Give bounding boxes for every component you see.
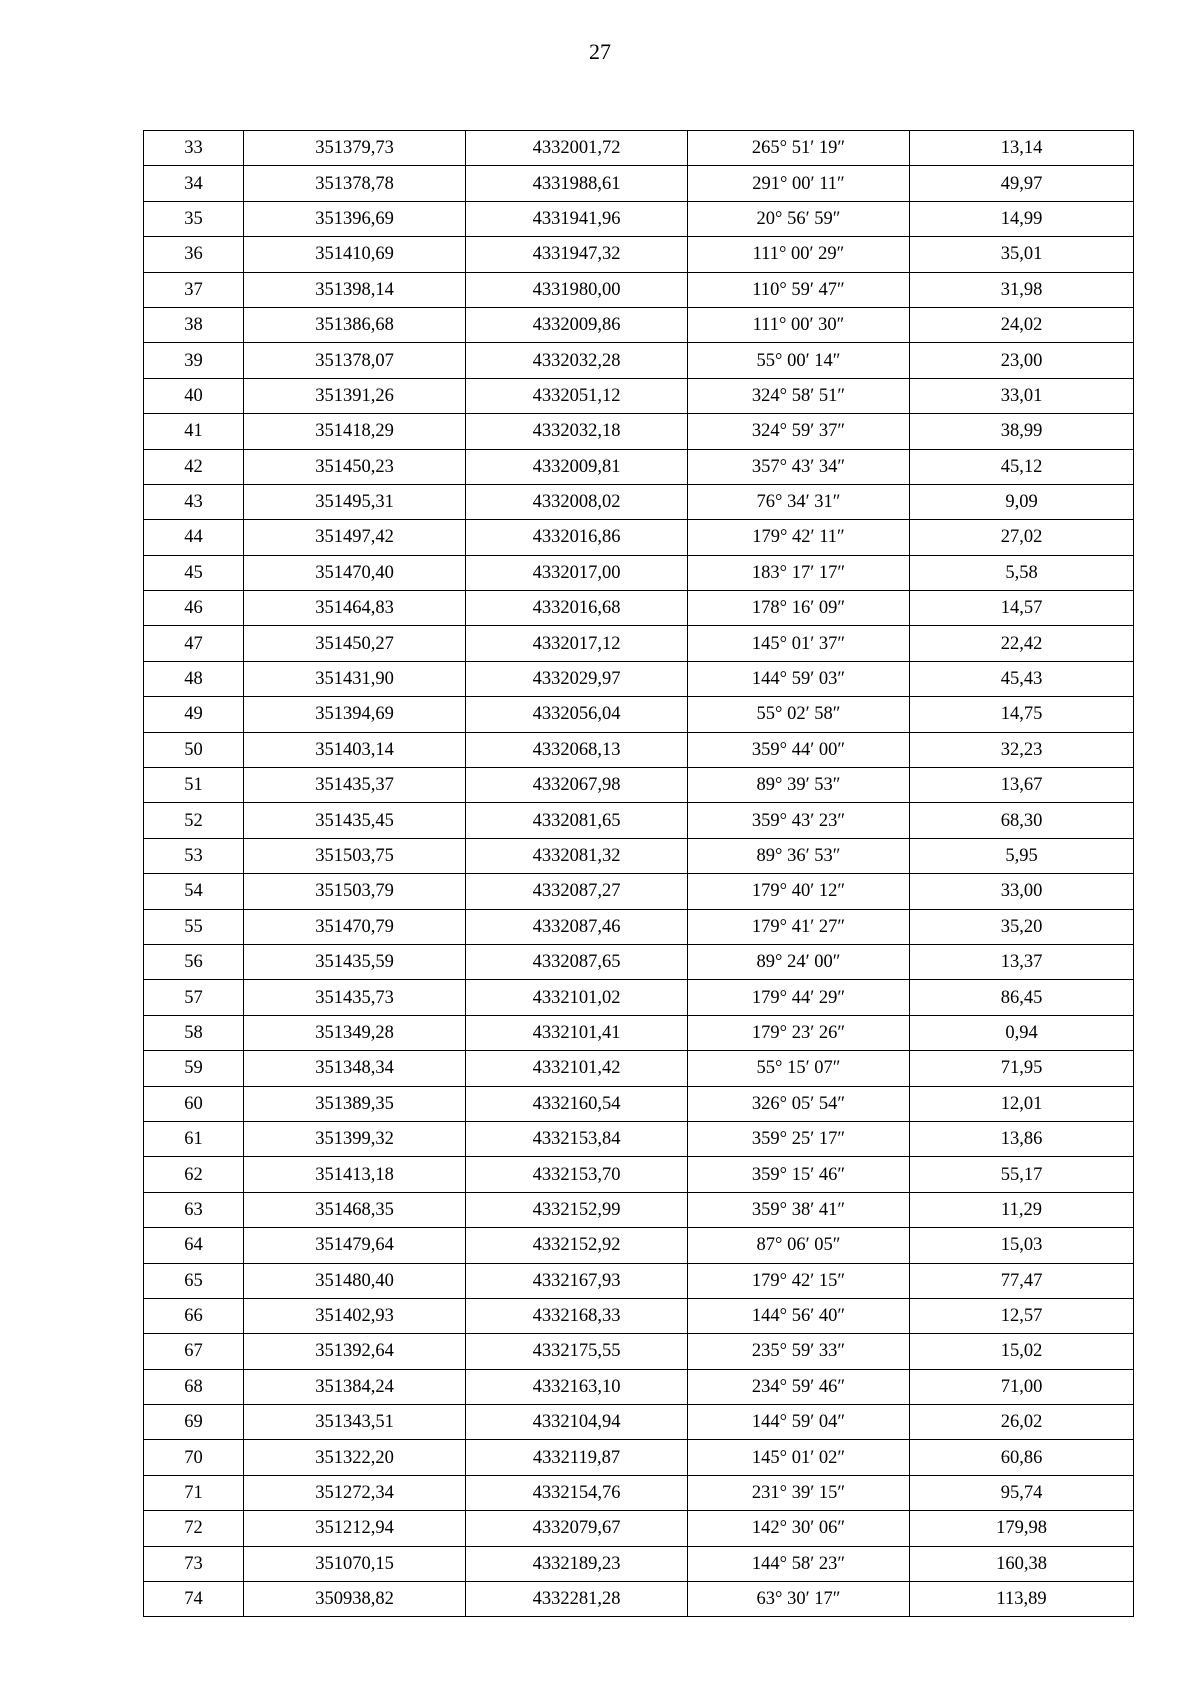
point-number-cell: 35	[144, 201, 244, 236]
direction-angle-cell: 178° 16′ 09″	[688, 591, 910, 626]
y-coordinate-cell: 4332008,02	[466, 484, 688, 519]
table-row	[144, 1263, 1134, 1298]
x-coordinate-cell: 351480,40	[244, 1263, 466, 1298]
point-number-cell: 57	[144, 980, 244, 1015]
point-number-cell: 40	[144, 378, 244, 413]
point-number-cell: 69	[144, 1405, 244, 1440]
x-coordinate-cell: 350938,82	[244, 1582, 466, 1617]
table-row	[144, 838, 1134, 873]
table-row	[144, 1475, 1134, 1510]
point-number-cell: 43	[144, 484, 244, 519]
length-cell: 13,14	[910, 131, 1134, 166]
table-row	[144, 484, 1134, 519]
x-coordinate-cell: 351212,94	[244, 1511, 466, 1546]
point-number-cell: 52	[144, 803, 244, 838]
x-coordinate-cell: 351503,75	[244, 838, 466, 873]
table-row	[144, 1192, 1134, 1227]
direction-angle-cell: 63° 30′ 17″	[688, 1582, 910, 1617]
length-cell: 23,00	[910, 343, 1134, 378]
y-coordinate-cell: 4332067,98	[466, 768, 688, 803]
direction-angle-cell: 357° 43′ 34″	[688, 449, 910, 484]
y-coordinate-cell: 4332081,65	[466, 803, 688, 838]
y-coordinate-cell: 4332051,12	[466, 378, 688, 413]
direction-angle-cell: 144° 58′ 23″	[688, 1546, 910, 1581]
point-number-cell: 49	[144, 697, 244, 732]
point-number-cell: 71	[144, 1475, 244, 1510]
x-coordinate-cell: 351394,69	[244, 697, 466, 732]
length-cell: 32,23	[910, 732, 1134, 767]
direction-angle-cell: 359° 15′ 46″	[688, 1157, 910, 1192]
direction-angle-cell: 234° 59′ 46″	[688, 1369, 910, 1404]
direction-angle-cell: 324° 59′ 37″	[688, 414, 910, 449]
length-cell: 14,57	[910, 591, 1134, 626]
x-coordinate-cell: 351503,79	[244, 874, 466, 909]
table-row	[144, 1051, 1134, 1086]
table-row	[144, 697, 1134, 732]
point-number-cell: 44	[144, 520, 244, 555]
table-row	[144, 980, 1134, 1015]
table-row	[144, 661, 1134, 696]
x-coordinate-cell: 351435,73	[244, 980, 466, 1015]
length-cell: 86,45	[910, 980, 1134, 1015]
x-coordinate-cell: 351413,18	[244, 1157, 466, 1192]
direction-angle-cell: 89° 24′ 00″	[688, 944, 910, 979]
y-coordinate-cell: 4332017,12	[466, 626, 688, 661]
length-cell: 11,29	[910, 1192, 1134, 1227]
direction-angle-cell: 144° 56′ 40″	[688, 1298, 910, 1333]
point-number-cell: 37	[144, 272, 244, 307]
point-number-cell: 68	[144, 1369, 244, 1404]
y-coordinate-cell: 4331980,00	[466, 272, 688, 307]
point-number-cell: 46	[144, 591, 244, 626]
y-coordinate-cell: 4332153,70	[466, 1157, 688, 1192]
direction-angle-cell: 144° 59′ 04″	[688, 1405, 910, 1440]
x-coordinate-cell: 351497,42	[244, 520, 466, 555]
point-number-cell: 42	[144, 449, 244, 484]
length-cell: 14,99	[910, 201, 1134, 236]
table-row	[144, 1546, 1134, 1581]
table-row	[144, 1298, 1134, 1333]
x-coordinate-cell: 351410,69	[244, 237, 466, 272]
x-coordinate-cell: 351399,32	[244, 1121, 466, 1156]
x-coordinate-cell: 351450,27	[244, 626, 466, 661]
table-row	[144, 378, 1134, 413]
direction-angle-cell: 145° 01′ 37″	[688, 626, 910, 661]
length-cell: 33,00	[910, 874, 1134, 909]
x-coordinate-cell: 351435,45	[244, 803, 466, 838]
table-row	[144, 166, 1134, 201]
direction-angle-cell: 55° 15′ 07″	[688, 1051, 910, 1086]
point-number-cell: 65	[144, 1263, 244, 1298]
y-coordinate-cell: 4331947,32	[466, 237, 688, 272]
x-coordinate-cell: 351402,93	[244, 1298, 466, 1333]
table-row	[144, 909, 1134, 944]
point-number-cell: 38	[144, 307, 244, 342]
length-cell: 95,74	[910, 1475, 1134, 1510]
y-coordinate-cell: 4332029,97	[466, 661, 688, 696]
y-coordinate-cell: 4332189,23	[466, 1546, 688, 1581]
point-number-cell: 59	[144, 1051, 244, 1086]
table-row	[144, 591, 1134, 626]
x-coordinate-cell: 351435,37	[244, 768, 466, 803]
length-cell: 12,57	[910, 1298, 1134, 1333]
length-cell: 179,98	[910, 1511, 1134, 1546]
length-cell: 45,43	[910, 661, 1134, 696]
length-cell: 77,47	[910, 1263, 1134, 1298]
length-cell: 27,02	[910, 520, 1134, 555]
direction-angle-cell: 179° 41′ 27″	[688, 909, 910, 944]
length-cell: 15,02	[910, 1334, 1134, 1369]
length-cell: 22,42	[910, 626, 1134, 661]
table-row	[144, 1015, 1134, 1050]
table-row	[144, 1582, 1134, 1617]
length-cell: 33,01	[910, 378, 1134, 413]
y-coordinate-cell: 4332281,28	[466, 1582, 688, 1617]
direction-angle-cell: 89° 39′ 53″	[688, 768, 910, 803]
point-number-cell: 74	[144, 1582, 244, 1617]
y-coordinate-cell: 4332087,46	[466, 909, 688, 944]
direction-angle-cell: 111° 00′ 29″	[688, 237, 910, 272]
table-row	[144, 272, 1134, 307]
length-cell: 31,98	[910, 272, 1134, 307]
table-row	[144, 520, 1134, 555]
table-row	[144, 1511, 1134, 1546]
table-row	[144, 1121, 1134, 1156]
y-coordinate-cell: 4332153,84	[466, 1121, 688, 1156]
y-coordinate-cell: 4332168,33	[466, 1298, 688, 1333]
direction-angle-cell: 20° 56′ 59″	[688, 201, 910, 236]
length-cell: 45,12	[910, 449, 1134, 484]
x-coordinate-cell: 351403,14	[244, 732, 466, 767]
y-coordinate-cell: 4332009,86	[466, 307, 688, 342]
point-number-cell: 36	[144, 237, 244, 272]
direction-angle-cell: 76° 34′ 31″	[688, 484, 910, 519]
x-coordinate-cell: 351418,29	[244, 414, 466, 449]
direction-angle-cell: 324° 58′ 51″	[688, 378, 910, 413]
length-cell: 0,94	[910, 1015, 1134, 1050]
length-cell: 60,86	[910, 1440, 1134, 1475]
direction-angle-cell: 111° 00′ 30″	[688, 307, 910, 342]
direction-angle-cell: 87° 06′ 05″	[688, 1228, 910, 1263]
y-coordinate-cell: 4332032,28	[466, 343, 688, 378]
y-coordinate-cell: 4332056,04	[466, 697, 688, 732]
length-cell: 24,02	[910, 307, 1134, 342]
x-coordinate-cell: 351070,15	[244, 1546, 466, 1581]
table-row	[144, 449, 1134, 484]
table-row	[144, 1334, 1134, 1369]
y-coordinate-cell: 4332009,81	[466, 449, 688, 484]
direction-angle-cell: 144° 59′ 03″	[688, 661, 910, 696]
point-number-cell: 62	[144, 1157, 244, 1192]
direction-angle-cell: 359° 44′ 00″	[688, 732, 910, 767]
length-cell: 12,01	[910, 1086, 1134, 1121]
direction-angle-cell: 235° 59′ 33″	[688, 1334, 910, 1369]
point-number-cell: 63	[144, 1192, 244, 1227]
table-row	[144, 803, 1134, 838]
direction-angle-cell: 359° 43′ 23″	[688, 803, 910, 838]
point-number-cell: 41	[144, 414, 244, 449]
y-coordinate-cell: 4332160,54	[466, 1086, 688, 1121]
x-coordinate-cell: 351348,34	[244, 1051, 466, 1086]
point-number-cell: 66	[144, 1298, 244, 1333]
length-cell: 15,03	[910, 1228, 1134, 1263]
table-row	[144, 414, 1134, 449]
y-coordinate-cell: 4332068,13	[466, 732, 688, 767]
x-coordinate-cell: 351322,20	[244, 1440, 466, 1475]
x-coordinate-cell: 351398,14	[244, 272, 466, 307]
table-row	[144, 1440, 1134, 1475]
length-cell: 26,02	[910, 1405, 1134, 1440]
table-row	[144, 343, 1134, 378]
x-coordinate-cell: 351378,07	[244, 343, 466, 378]
direction-angle-cell: 359° 38′ 41″	[688, 1192, 910, 1227]
point-number-cell: 48	[144, 661, 244, 696]
length-cell: 113,89	[910, 1582, 1134, 1617]
length-cell: 9,09	[910, 484, 1134, 519]
direction-angle-cell: 179° 42′ 11″	[688, 520, 910, 555]
y-coordinate-cell: 4332016,86	[466, 520, 688, 555]
y-coordinate-cell: 4332101,41	[466, 1015, 688, 1050]
point-number-cell: 34	[144, 166, 244, 201]
x-coordinate-cell: 351392,64	[244, 1334, 466, 1369]
point-number-cell: 51	[144, 768, 244, 803]
x-coordinate-cell: 351386,68	[244, 307, 466, 342]
point-number-cell: 56	[144, 944, 244, 979]
table-row	[144, 626, 1134, 661]
point-number-cell: 47	[144, 626, 244, 661]
direction-angle-cell: 231° 39′ 15″	[688, 1475, 910, 1510]
point-number-cell: 70	[144, 1440, 244, 1475]
point-number-cell: 58	[144, 1015, 244, 1050]
length-cell: 38,99	[910, 414, 1134, 449]
table-row	[144, 307, 1134, 342]
coordinates-table-body	[144, 131, 1134, 1617]
direction-angle-cell: 359° 25′ 17″	[688, 1121, 910, 1156]
length-cell: 35,20	[910, 909, 1134, 944]
x-coordinate-cell: 351468,35	[244, 1192, 466, 1227]
x-coordinate-cell: 351379,73	[244, 131, 466, 166]
point-number-cell: 54	[144, 874, 244, 909]
direction-angle-cell: 110° 59′ 47″	[688, 272, 910, 307]
point-number-cell: 45	[144, 555, 244, 590]
point-number-cell: 39	[144, 343, 244, 378]
x-coordinate-cell: 351389,35	[244, 1086, 466, 1121]
y-coordinate-cell: 4332152,99	[466, 1192, 688, 1227]
table-row	[144, 131, 1134, 166]
direction-angle-cell: 55° 00′ 14″	[688, 343, 910, 378]
direction-angle-cell: 89° 36′ 53″	[688, 838, 910, 873]
length-cell: 35,01	[910, 237, 1134, 272]
table-row	[144, 1228, 1134, 1263]
point-number-cell: 72	[144, 1511, 244, 1546]
direction-angle-cell: 142° 30′ 06″	[688, 1511, 910, 1546]
table-row	[144, 732, 1134, 767]
length-cell: 5,95	[910, 838, 1134, 873]
x-coordinate-cell: 351349,28	[244, 1015, 466, 1050]
length-cell: 71,95	[910, 1051, 1134, 1086]
length-cell: 71,00	[910, 1369, 1134, 1404]
length-cell: 14,75	[910, 697, 1134, 732]
x-coordinate-cell: 351450,23	[244, 449, 466, 484]
length-cell: 49,97	[910, 166, 1134, 201]
x-coordinate-cell: 351470,79	[244, 909, 466, 944]
y-coordinate-cell: 4332101,42	[466, 1051, 688, 1086]
point-number-cell: 64	[144, 1228, 244, 1263]
length-cell: 55,17	[910, 1157, 1134, 1192]
x-coordinate-cell: 351470,40	[244, 555, 466, 590]
table-row	[144, 1405, 1134, 1440]
length-cell: 13,67	[910, 768, 1134, 803]
y-coordinate-cell: 4332017,00	[466, 555, 688, 590]
length-cell: 160,38	[910, 1546, 1134, 1581]
direction-angle-cell: 265° 51′ 19″	[688, 131, 910, 166]
y-coordinate-cell: 4331941,96	[466, 201, 688, 236]
y-coordinate-cell: 4332167,93	[466, 1263, 688, 1298]
y-coordinate-cell: 4332163,10	[466, 1369, 688, 1404]
x-coordinate-cell: 351435,59	[244, 944, 466, 979]
direction-angle-cell: 179° 44′ 29″	[688, 980, 910, 1015]
point-number-cell: 60	[144, 1086, 244, 1121]
y-coordinate-cell: 4332152,92	[466, 1228, 688, 1263]
x-coordinate-cell: 351479,64	[244, 1228, 466, 1263]
y-coordinate-cell: 4332016,68	[466, 591, 688, 626]
y-coordinate-cell: 4332104,94	[466, 1405, 688, 1440]
point-number-cell: 73	[144, 1546, 244, 1581]
x-coordinate-cell: 351384,24	[244, 1369, 466, 1404]
table-row	[144, 1369, 1134, 1404]
x-coordinate-cell: 351464,83	[244, 591, 466, 626]
point-number-cell: 33	[144, 131, 244, 166]
x-coordinate-cell: 351396,69	[244, 201, 466, 236]
point-number-cell: 55	[144, 909, 244, 944]
y-coordinate-cell: 4332154,76	[466, 1475, 688, 1510]
direction-angle-cell: 145° 01′ 02″	[688, 1440, 910, 1475]
y-coordinate-cell: 4332081,32	[466, 838, 688, 873]
direction-angle-cell: 179° 23′ 26″	[688, 1015, 910, 1050]
direction-angle-cell: 179° 40′ 12″	[688, 874, 910, 909]
y-coordinate-cell: 4332032,18	[466, 414, 688, 449]
y-coordinate-cell: 4331988,61	[466, 166, 688, 201]
y-coordinate-cell: 4332079,67	[466, 1511, 688, 1546]
length-cell: 68,30	[910, 803, 1134, 838]
x-coordinate-cell: 351495,31	[244, 484, 466, 519]
direction-angle-cell: 55° 02′ 58″	[688, 697, 910, 732]
direction-angle-cell: 183° 17′ 17″	[688, 555, 910, 590]
point-number-cell: 61	[144, 1121, 244, 1156]
y-coordinate-cell: 4332001,72	[466, 131, 688, 166]
length-cell: 13,37	[910, 944, 1134, 979]
x-coordinate-cell: 351272,34	[244, 1475, 466, 1510]
table-row	[144, 768, 1134, 803]
direction-angle-cell: 179° 42′ 15″	[688, 1263, 910, 1298]
length-cell: 5,58	[910, 555, 1134, 590]
page-number: 27	[589, 39, 611, 64]
table-row	[144, 201, 1134, 236]
direction-angle-cell: 326° 05′ 54″	[688, 1086, 910, 1121]
y-coordinate-cell: 4332175,55	[466, 1334, 688, 1369]
coordinates-table	[143, 130, 1134, 1617]
direction-angle-cell: 291° 00′ 11″	[688, 166, 910, 201]
y-coordinate-cell: 4332087,27	[466, 874, 688, 909]
x-coordinate-cell: 351431,90	[244, 661, 466, 696]
table-row	[144, 874, 1134, 909]
table-row	[144, 237, 1134, 272]
table-row	[144, 944, 1134, 979]
x-coordinate-cell: 351378,78	[244, 166, 466, 201]
length-cell: 13,86	[910, 1121, 1134, 1156]
y-coordinate-cell: 4332087,65	[466, 944, 688, 979]
x-coordinate-cell: 351343,51	[244, 1405, 466, 1440]
point-number-cell: 50	[144, 732, 244, 767]
point-number-cell: 67	[144, 1334, 244, 1369]
x-coordinate-cell: 351391,26	[244, 378, 466, 413]
y-coordinate-cell: 4332101,02	[466, 980, 688, 1015]
table-row	[144, 1086, 1134, 1121]
table-row	[144, 555, 1134, 590]
y-coordinate-cell: 4332119,87	[466, 1440, 688, 1475]
table-row	[144, 1157, 1134, 1192]
point-number-cell: 53	[144, 838, 244, 873]
